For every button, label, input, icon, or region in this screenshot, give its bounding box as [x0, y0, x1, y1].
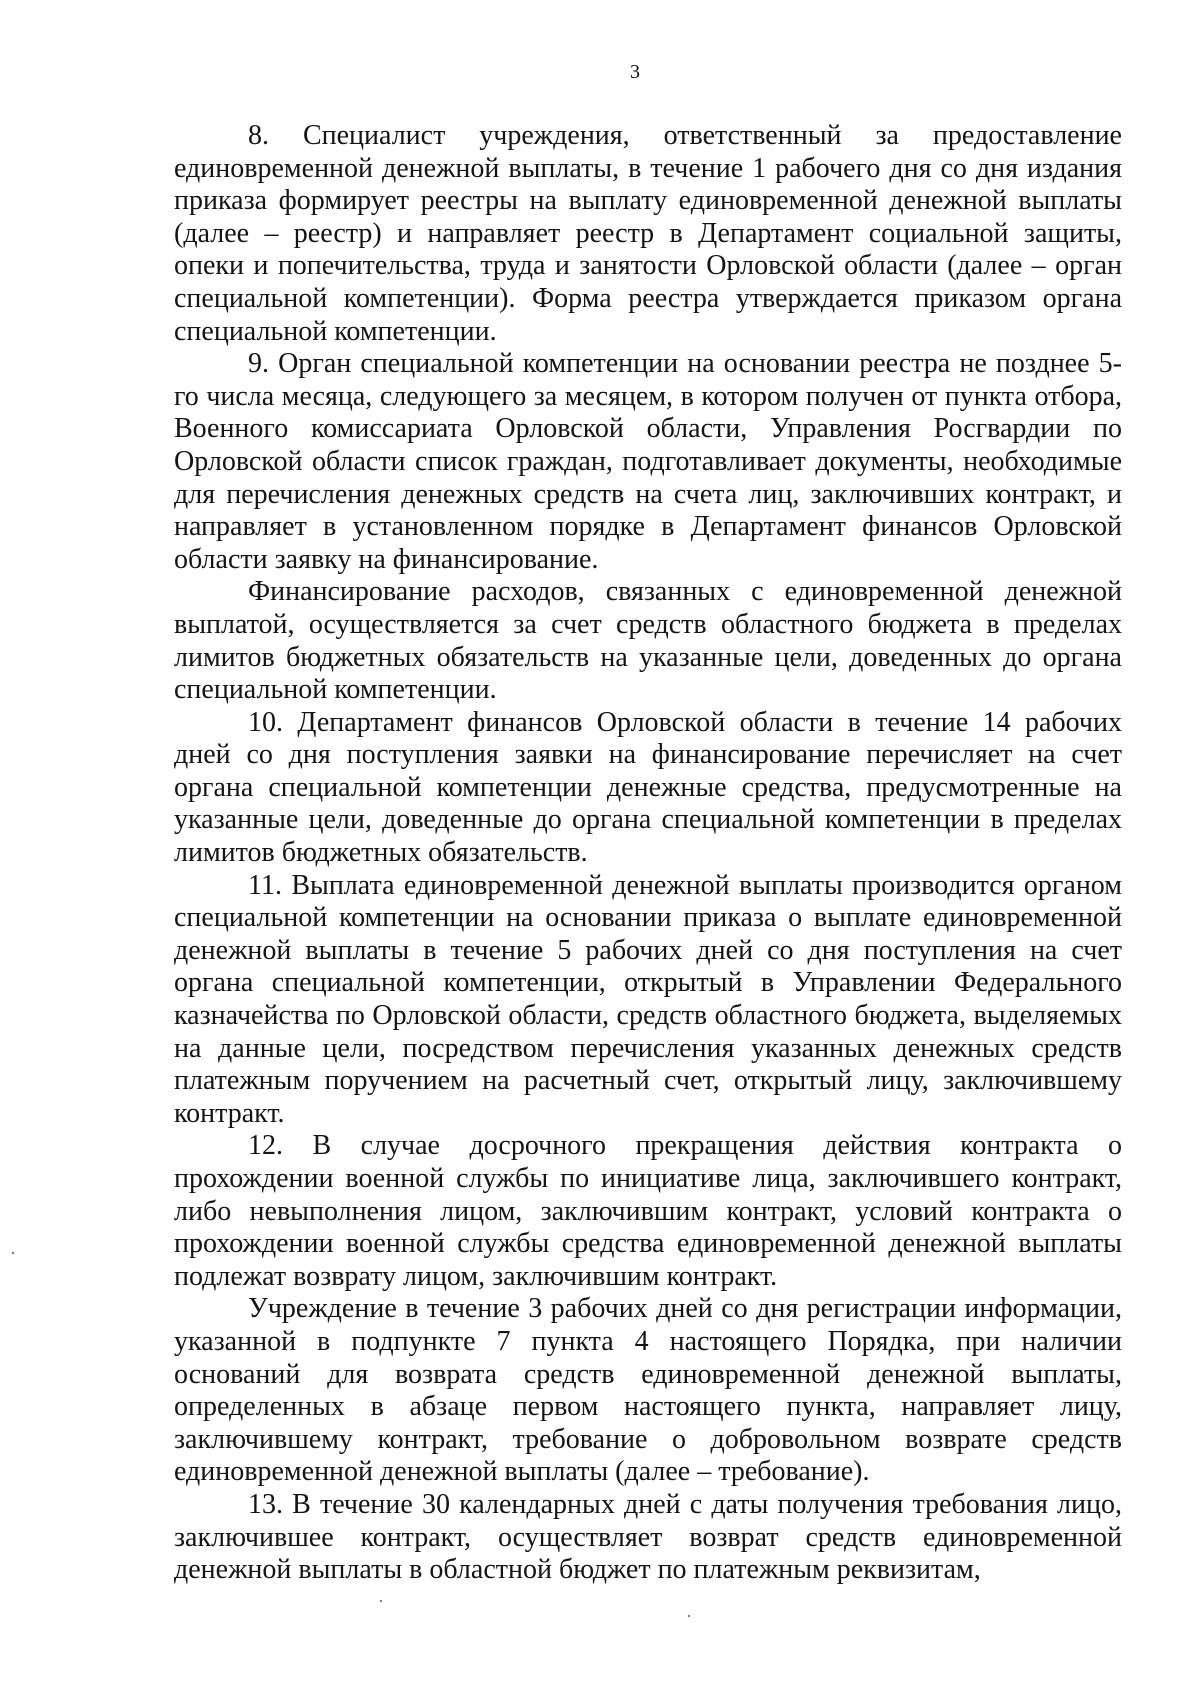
scan-speck — [380, 1600, 382, 1602]
paragraph-10: 10. Департамент финансов Орловской области в течение 14 рабочих дней со дня поступления заявки на финансирование перечисляет на счет органа специальной компетенции денежные средства, предусмотренные на указанные цели, доведенные до органа специальной компетенции в пределах лимитов бюджетных обязательств. — [174, 706, 1122, 869]
paragraph-13: 13. В течение 30 календарных дней с даты получения требования лицо, заключившее контракт, осуществляет возврат средств единовременной денежной выплаты в областной бюджет по платежным реквизитам, — [174, 1488, 1122, 1586]
paragraph-8: 8. Специалист учреждения, ответственный за предоставление единовременной денежной выплаты, в течение 1 рабочего дня со дня издания приказа формирует реестры на выплату единовременной денежной выплаты (далее – реестр) и направляет реестр в Департамент социальной защиты, опеки и попечительства, труда и занятости Орловской области (далее – орган специальной компетенции). Форма реестра утверждается приказом органа специальной компетенции. — [174, 120, 1122, 347]
document-body — [174, 120, 1122, 1587]
scan-speck — [688, 1615, 690, 1617]
page-number: 3 — [630, 61, 640, 83]
paragraph-9: 9. Орган специальной компетенции на основании реестра не позднее 5-го числа месяца, следующего за месяцем, в котором получен от пункта отбора, Военного комиссариата Орловской области, Управления Росгвардии по Орловской области список граждан, подготавливает документы, необходимые для перечисления денежных средств на счета лиц, заключивших контракт, и направляет в установленном порядке в Департамент финансов Орловской области заявку на финансирование. — [174, 348, 1122, 575]
paragraph-12: 12. В случае досрочного прекращения действия контракта о прохождении военной службы по инициативе лица, заключившего контракт, либо невыполнения лицом, заключившим контракт, условий контракта о прохождении военной службы средства единовременной денежной выплаты подлежат возврату лицом, заключившим контракт. — [174, 1130, 1122, 1292]
paragraph-12-institution: Учреждение в течение 3 рабочих дней со дня регистрации информации, указанной в подпункте 7 пункта 4 настоящего Порядка, при наличии оснований для возврата средств единовременной денежной выплаты, определенных в абзаце первом настоящего пункта, направляет лицу, заключившему контракт, требование о добровольном возврате средств единовременной денежной выплаты (далее – требование). — [174, 1293, 1122, 1488]
paragraph-9-financing: Финансирование расходов, связанных с единовременной денежной выплатой, осуществляется за счет средств областного бюджета в пределах лимитов бюджетных обязательств на указанные цели, доведенных до органа специальной компетенции. — [174, 576, 1122, 706]
paragraph-11: 11. Выплата единовременной денежной выплаты производится органом специальной компетенции на основании приказа о выплате единовременной денежной выплаты в течение 5 рабочих дней со дня поступления на счет органа специальной компетенции, открытый в Управлении Федерального казначейства по Орловской области, средств областного бюджета, выделяемых на данные цели, посредством перечисления указанных денежных средств платежным поручением на расчетный счет, открытый лицу, заключившему контракт. — [174, 869, 1122, 1129]
scan-speck — [12, 1252, 14, 1254]
